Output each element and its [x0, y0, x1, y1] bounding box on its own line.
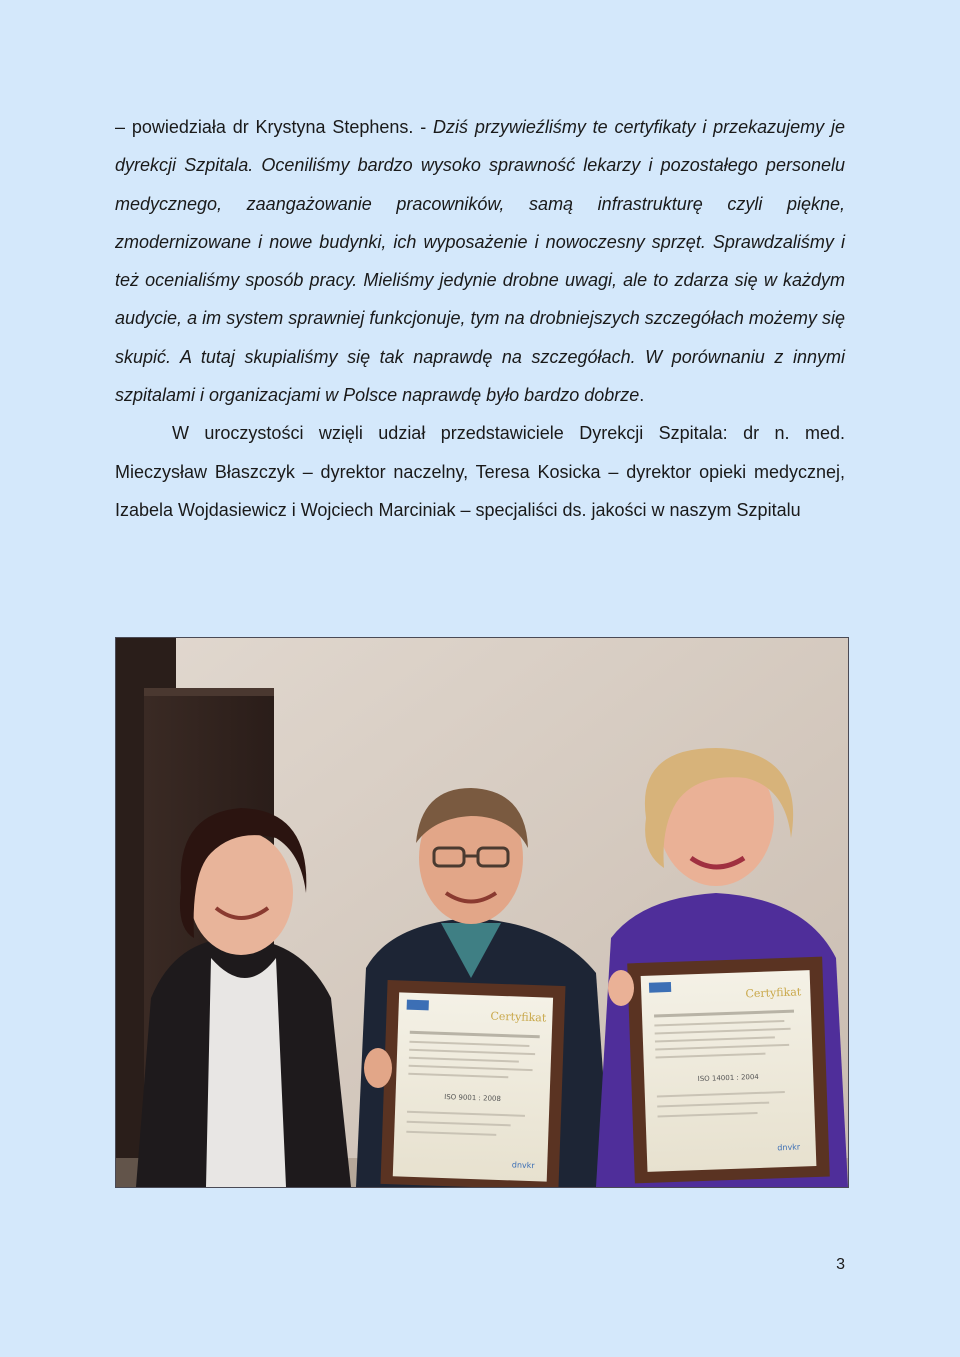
quote-dash: – — [115, 117, 126, 137]
article-text — [115, 108, 845, 529]
hand-right — [608, 970, 634, 1006]
ceremony-photo — [115, 637, 849, 1188]
quote-italic-text: Dziś przywieźliśmy te certyfikaty i przekazujemy je dyrekcji Szpitala. Oceniliśmy bardzo wysoko sprawność lekarzy i pozostałego personelu medycznego, zaangażowanie pracowników, samą infrastrukturę czyli piękne, zmodernizowane i nowe budynki, ich wyposażenie i nowoczesny sprzęt. Sprawdzaliśmy i też ocenialiśmy sposób pracy. — [115, 117, 846, 291]
quote-attribution: powiedziała dr Krystyna Stephens. - — [125, 117, 434, 137]
page-number: 3 — [836, 1256, 845, 1273]
certificate-1-heading: Certyfikat — [490, 1009, 547, 1025]
hand-left — [364, 1048, 392, 1088]
paragraph-participants: W uroczystości wzięli udział przedstawiciele Dyrekcji Szpitala: dr n. med. Mieczysław Błaszczyk – dyrektor naczelny, Teresa Kosicka – dyrektor opieki medycznej, Izabela Wojdasiewicz i Wojciech Marciniak – specjaliści ds. jakości w naszym Szpitalu — [115, 423, 845, 520]
certificate-2-heading: Certyfikat — [745, 985, 802, 1001]
quote-italic-text-continued: Mieliśmy jedynie drobne uwagi, ale to zdarza się w każdym audycie, a im system sprawniej funkcjonuje, tym na drobniejszych szczegółach możemy się skupić. A tutaj skupialiśmy się tak naprawdę na szczegółach. W porównaniu z innymi szpitalami i organizacjami w Polsce naprawdę było bardzo dobrze — [115, 270, 845, 406]
certificate-1-standard: ISO 9001 : 2008 — [444, 1093, 502, 1103]
certificate-2-standard: ISO 14001 : 2004 — [697, 1072, 759, 1084]
certificate-2-logo: dnvkr — [777, 1142, 801, 1153]
certificate-frame-1 — [380, 980, 565, 1187]
certificate-1-logo: dnvkr — [511, 1160, 535, 1171]
certificate-frame-2 — [627, 957, 830, 1184]
paragraph-quote — [115, 108, 845, 414]
quote-end: . — [639, 385, 645, 406]
